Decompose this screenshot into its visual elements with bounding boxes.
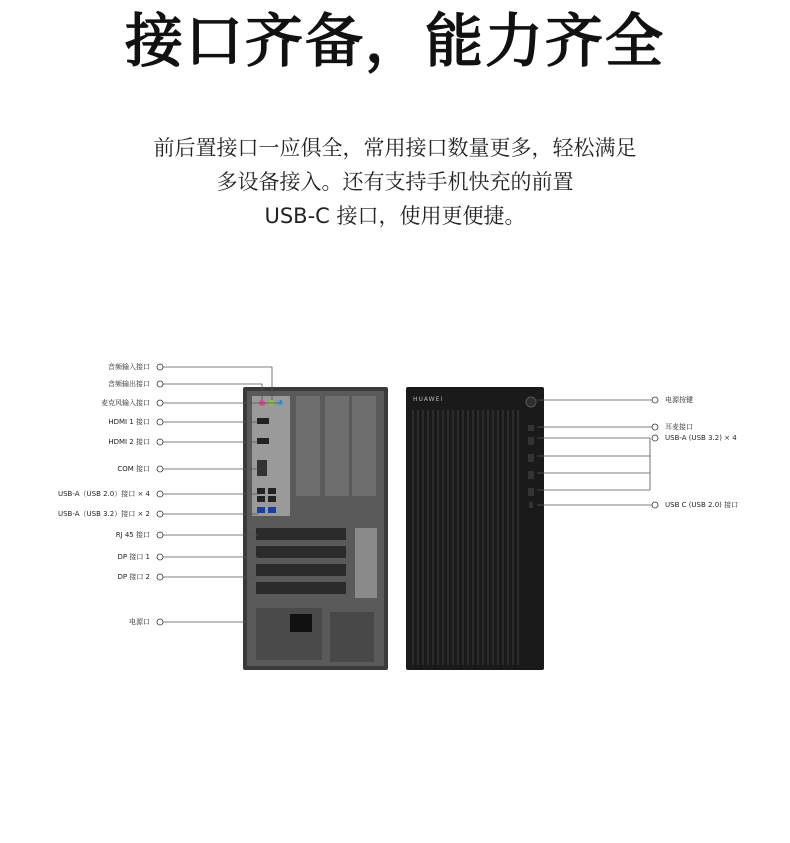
- front-grille-stripe: [517, 410, 519, 665]
- label-mic-in: 麦克风输入接口: [101, 399, 150, 407]
- front-grille-stripe: [437, 410, 439, 665]
- front-grille-stripe: [457, 410, 459, 665]
- front-grille-stripe: [472, 410, 474, 665]
- front-grille-stripe: [417, 410, 419, 665]
- description-line-2: 多设备接入。还有支持手机快充的前置: [216, 170, 574, 194]
- rear-case-image: [243, 387, 388, 670]
- label-headset-port: 耳麦接口: [665, 423, 693, 431]
- label-hdmi-2: HDMI 2 接口: [108, 438, 150, 446]
- label-audio-in: 音频输入接口: [108, 363, 150, 371]
- rear-labels: [58, 362, 151, 626]
- label-power-port: 电源口: [129, 618, 150, 626]
- label-dp-2: DP 接口 2: [117, 573, 150, 581]
- front-grille-stripe: [462, 410, 464, 665]
- front-labels: [665, 395, 738, 509]
- label-front-usbc: USB C (USB 2.0) 接口: [665, 501, 739, 509]
- label-front-usb32: USB-A (USB 3.2) × 4: [665, 434, 737, 442]
- front-grille-stripe: [467, 410, 469, 665]
- label-hdmi-1: HDMI 1 接口: [108, 418, 150, 426]
- front-grille-stripe: [507, 410, 509, 665]
- rear-label-dots: [157, 364, 163, 625]
- ports-diagram: [0, 330, 790, 690]
- front-grille-stripe: [512, 410, 514, 665]
- front-grille-stripe: [452, 410, 454, 665]
- front-grille-stripe: [482, 410, 484, 665]
- front-leader-lines: [537, 400, 652, 505]
- front-grille-stripe: [427, 410, 429, 665]
- front-grille-stripe: [477, 410, 479, 665]
- front-case-image: [406, 387, 544, 670]
- label-rj45: RJ 45 接口: [115, 531, 150, 539]
- description-line-1: 前后置接口一应俱全，常用接口数量更多，轻松满足: [153, 136, 637, 160]
- label-usb2: USB-A（USB 2.0）接口 × 4: [57, 490, 150, 498]
- front-grille-stripe: [447, 410, 449, 665]
- label-com: COM 接口: [117, 465, 150, 473]
- label-usb32: USB-A（USB 3.2）接口 × 2: [57, 510, 150, 518]
- label-power-button: 电源按键: [665, 396, 693, 404]
- front-label-dots: [652, 397, 658, 508]
- front-grille-stripe: [442, 410, 444, 665]
- description: [0, 131, 790, 233]
- brand-logo: HUAWEI: [413, 396, 444, 403]
- front-grille-stripe: [492, 410, 494, 665]
- front-grille-stripe: [422, 410, 424, 665]
- description-line-3: USB-C 接口，使用更便捷。: [264, 204, 526, 228]
- label-dp-1: DP 接口 1: [117, 553, 150, 561]
- front-grille-stripe: [487, 410, 489, 665]
- front-grille-stripe: [412, 410, 414, 665]
- front-grille-stripe: [432, 410, 434, 665]
- label-audio-out: 音频输出接口: [108, 380, 150, 388]
- front-grille-stripe: [497, 410, 499, 665]
- front-grille-stripe: [502, 410, 504, 665]
- headline: 接口齐备，能力齐全: [124, 7, 665, 75]
